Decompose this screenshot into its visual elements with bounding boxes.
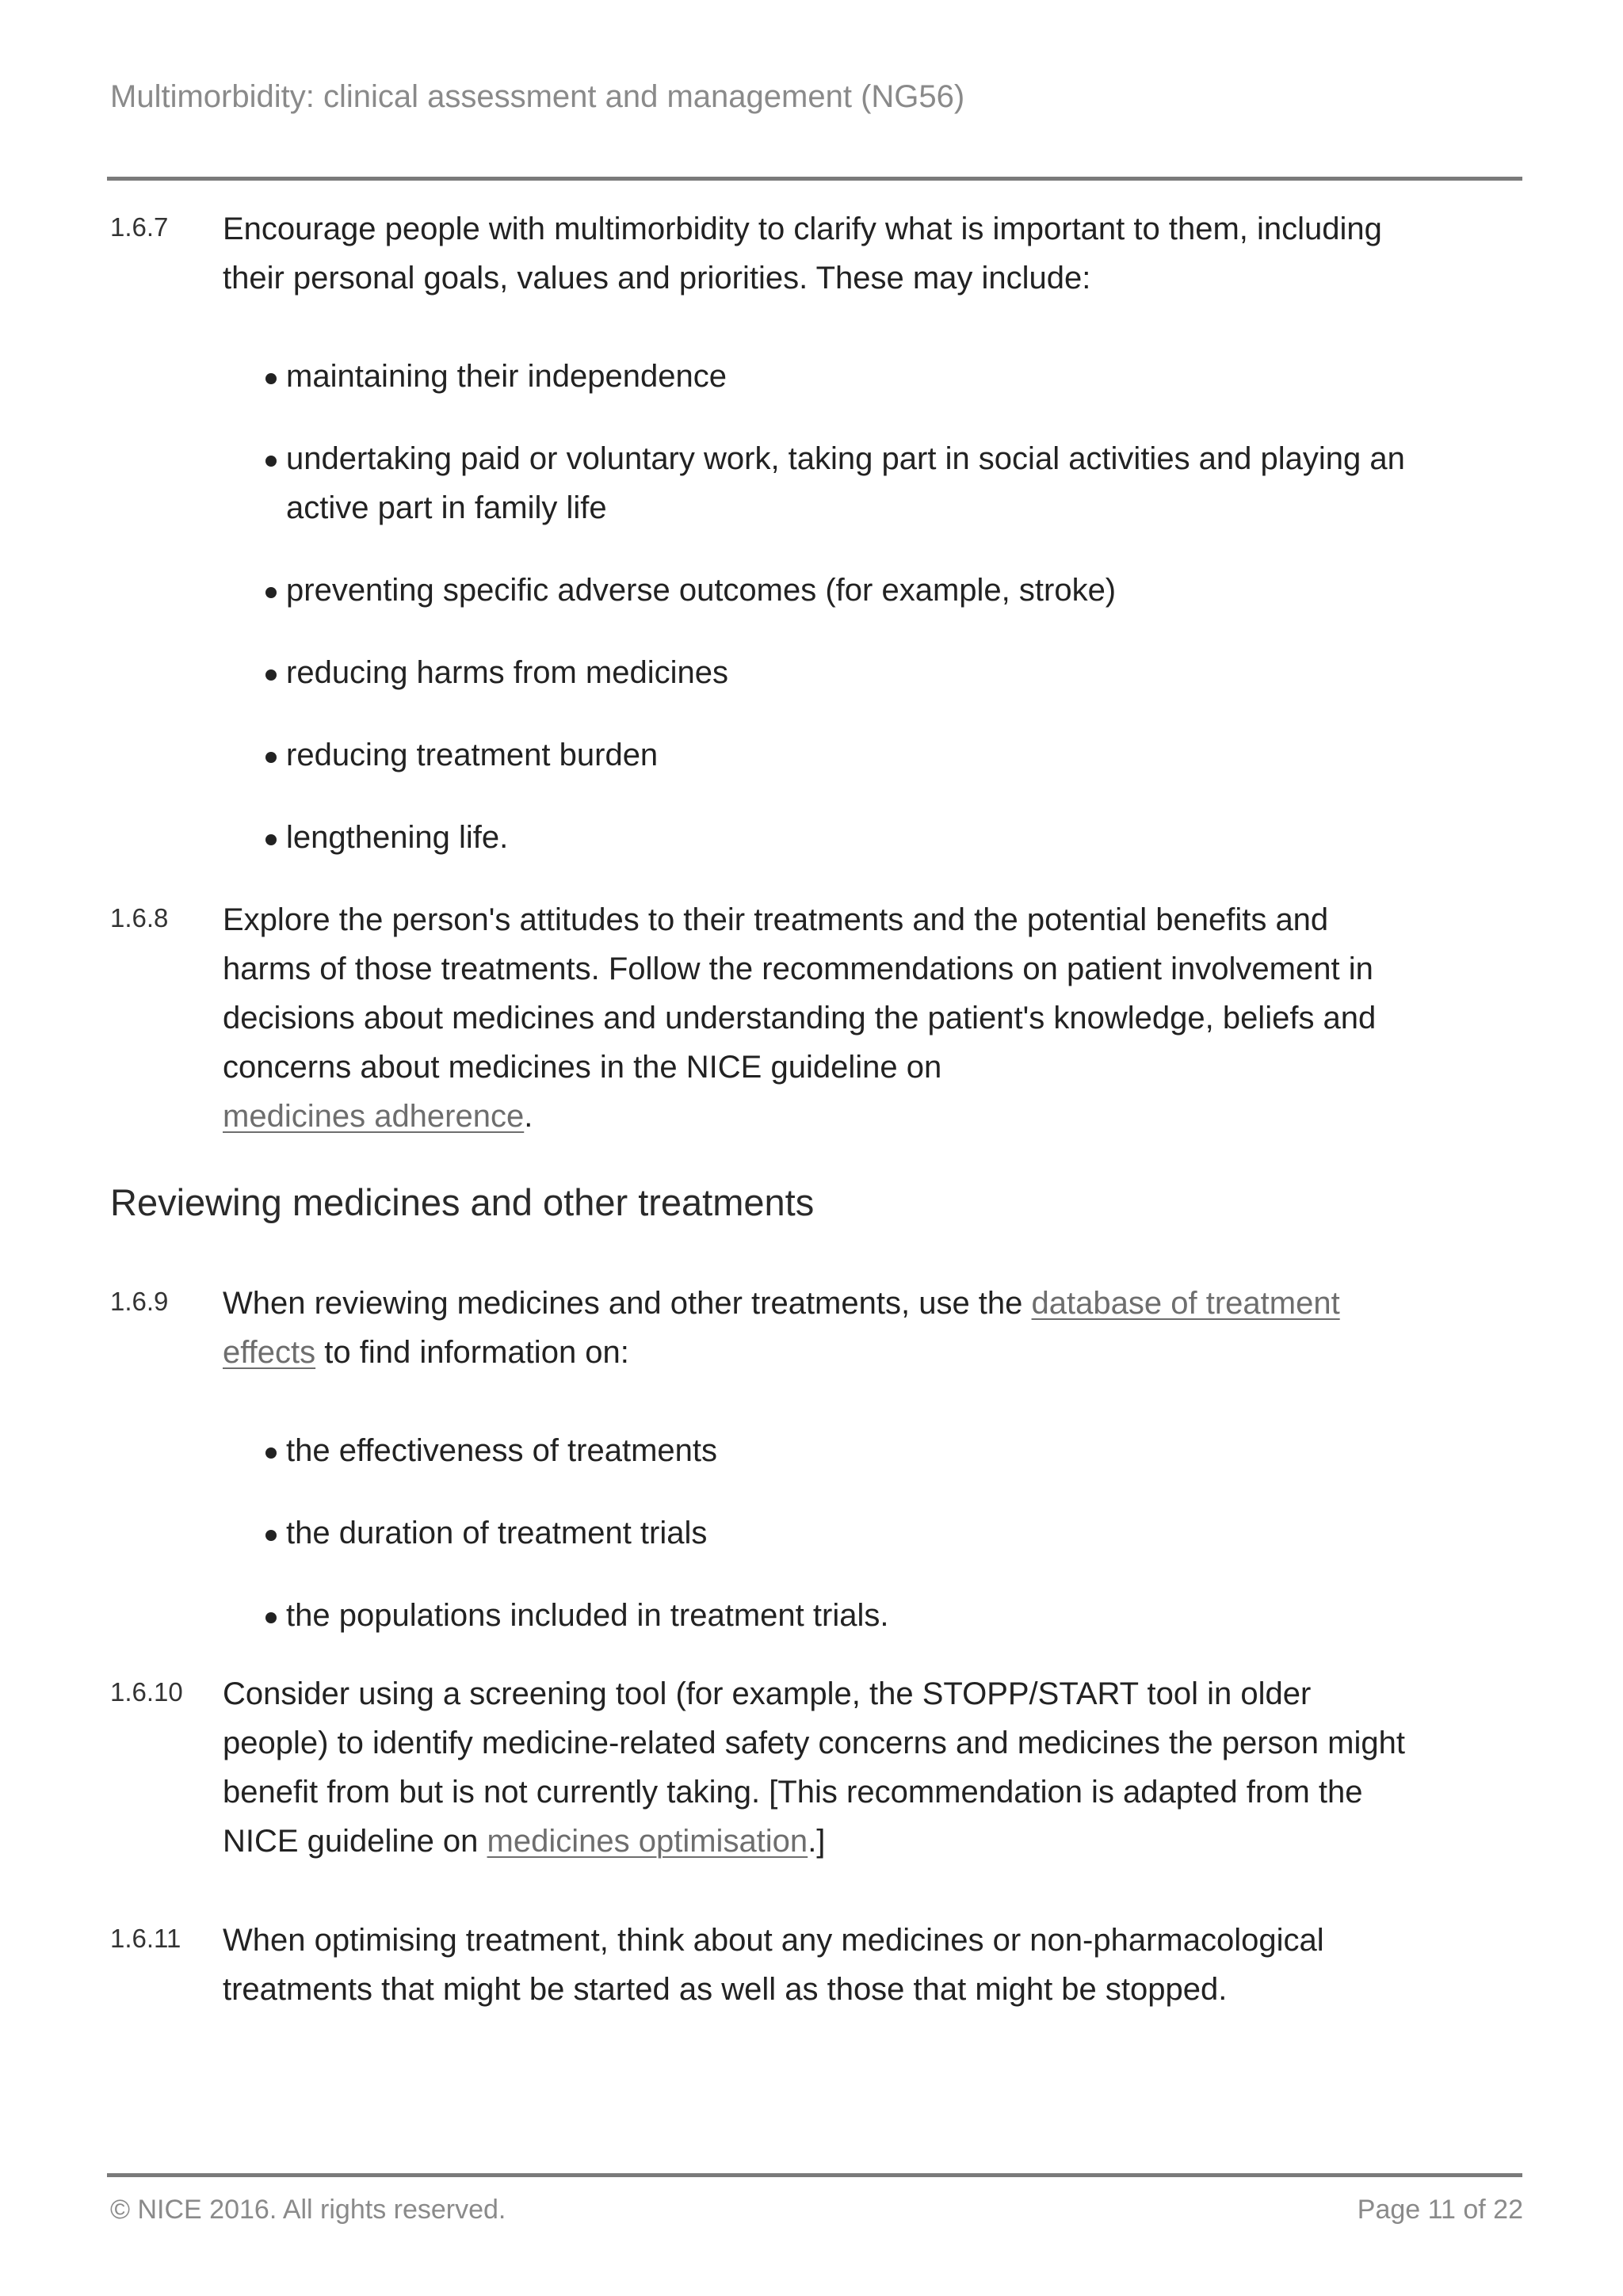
recommendation-text-end: .]: [808, 1824, 826, 1859]
header-divider: [107, 177, 1522, 181]
recommendation-text: When reviewing medicines and other treatments, use the: [223, 1286, 1023, 1321]
section-heading: Reviewing medicines and other treatments: [110, 1181, 815, 1223]
recommendation-text-end: to find information on:: [324, 1335, 629, 1370]
list-item: reducing harms from medicines: [223, 648, 1411, 697]
list-item: preventing specific adverse outcomes (for example, stroke): [223, 566, 1411, 615]
recommendation-text-end: .: [524, 1099, 533, 1134]
recommendation-text: Consider using a screening tool (for example, the STOPP/START tool in older people) to identify medicine-related safety concerns and medicines the person might benefit from but is not currently taking. [This recommendation is adapted from the NICE guideline on: [223, 1676, 1405, 1859]
bullet-list: [223, 1426, 1411, 1640]
copyright-notice: © NICE 2016. All rights reserved.: [110, 2195, 506, 2225]
medicines-optimisation-link[interactable]: medicines optimisation: [487, 1824, 808, 1859]
list-item: the populations included in treatment trials.: [223, 1591, 1411, 1640]
medicines-adherence-link[interactable]: medicines adherence: [223, 1099, 525, 1134]
list-item: the effectiveness of treatments: [223, 1426, 1411, 1475]
recommendation-body: [223, 1669, 1411, 1866]
list-item: the duration of treatment trials: [223, 1508, 1411, 1558]
recommendation-body: [223, 895, 1411, 1141]
recommendation-body: [223, 204, 1411, 895]
recommendation-number: 1.6.10: [110, 1677, 183, 1707]
list-item: maintaining their independence: [223, 352, 1411, 401]
list-item: undertaking paid or voluntary work, taking part in social activities and playing an active part in family life: [223, 434, 1411, 532]
recommendation-text: Encourage people with multimorbidity to clarify what is important to them, including their personal goals, values and priorities. These may include:: [223, 212, 1382, 296]
recommendation-text: When optimising treatment, think about any medicines or non-pharmacological treatments that might be started as well as those that might be stopped.: [223, 1923, 1324, 2007]
recommendation-number: 1.6.9: [110, 1287, 169, 1316]
list-item: reducing treatment burden: [223, 730, 1411, 780]
recommendation-text: Explore the person's attitudes to their treatments and the potential benefits and harms of those treatments. Follow the recommendations on patient involvement in decisions about medicines and understanding the patient's knowledge, beliefs and concerns about medicines in the NICE guideline on: [223, 902, 1377, 1085]
bullet-list: [223, 352, 1411, 862]
list-item: lengthening life.: [223, 813, 1411, 862]
recommendation-body: [223, 1279, 1411, 1673]
database-of-treatment-effects-link[interactable]: database of treatment effects: [223, 1286, 1340, 1370]
recommendation-number: 1.6.8: [110, 903, 169, 933]
footer-divider: [107, 2173, 1522, 2177]
recommendation-number: 1.6.7: [110, 212, 169, 242]
recommendation-number: 1.6.11: [110, 1924, 181, 1953]
document-title: Multimorbidity: clinical assessment and management (NG56): [110, 79, 965, 114]
recommendation-body: [223, 1916, 1411, 2014]
page-number: Page 11 of 22: [1357, 2195, 1523, 2225]
